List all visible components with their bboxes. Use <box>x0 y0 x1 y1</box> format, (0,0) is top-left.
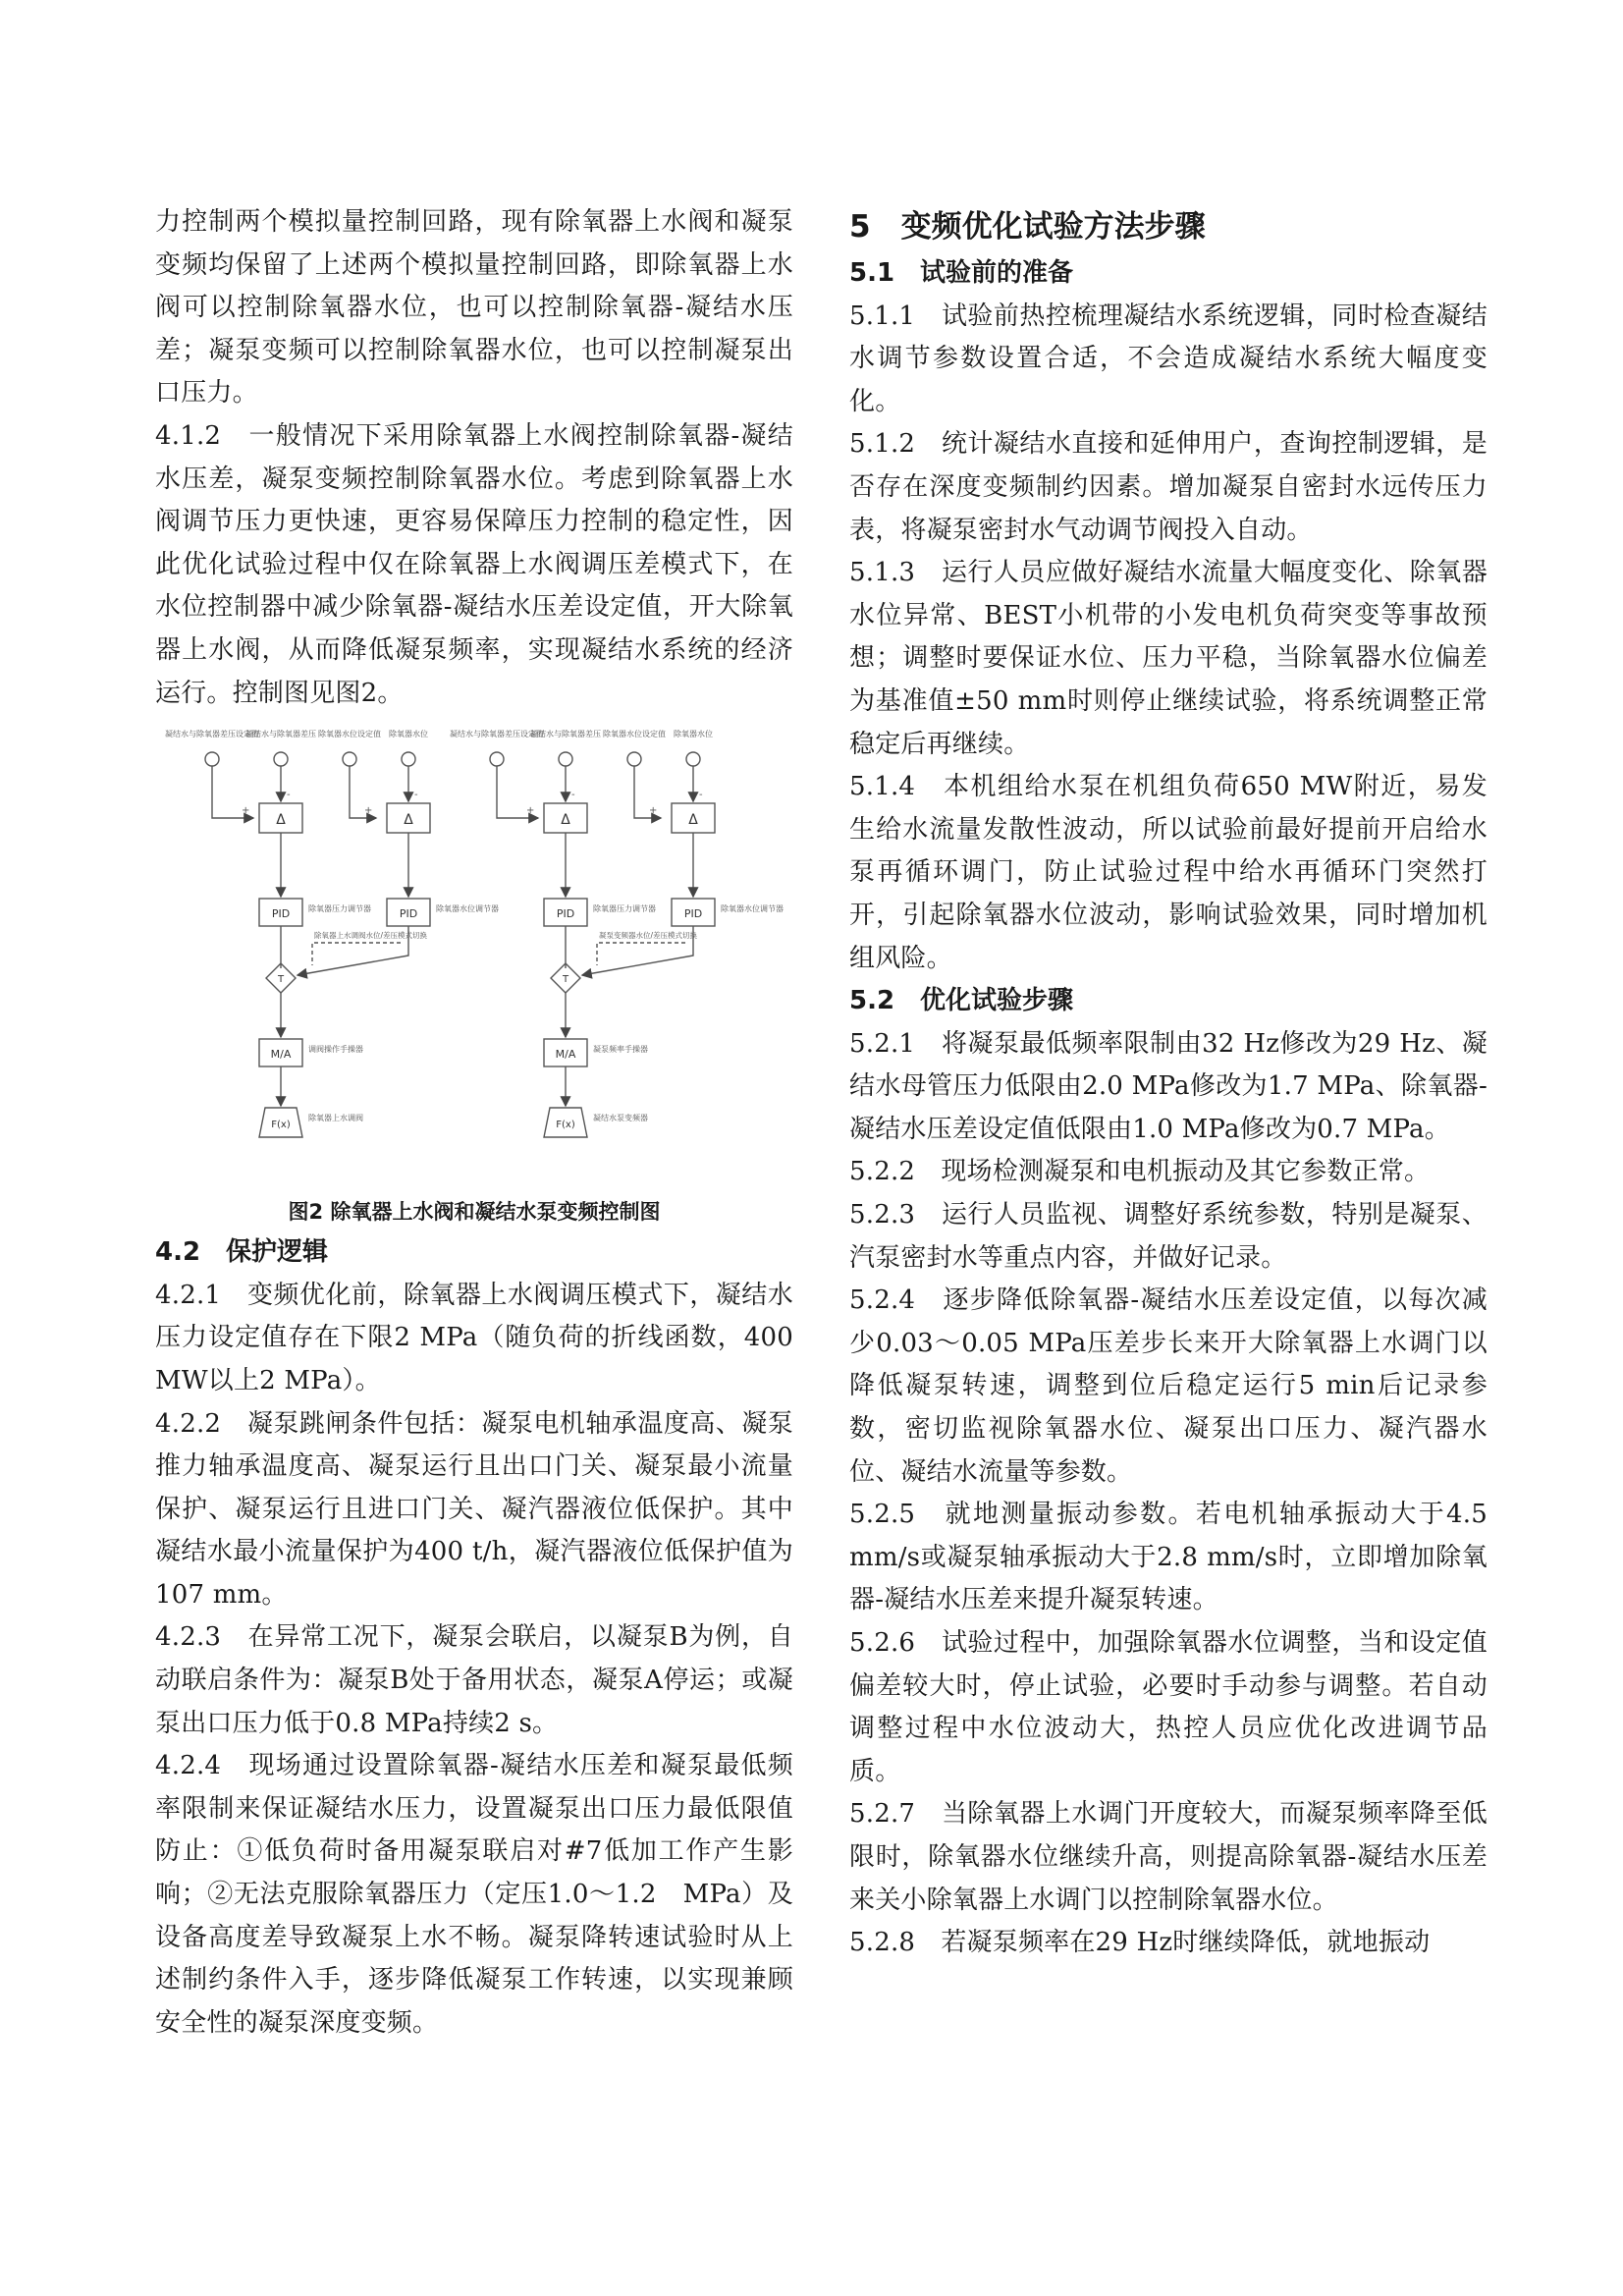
svg-text:+: + <box>242 805 250 817</box>
paragraph-intro: 力控制两个模拟量控制回路，现有除氧器上水阀和凝泵变频均保留了上述两个模拟量控制回路，即除氧器上水阀可以控制除氧器水位，也可以控制除氧器-凝结水压差；凝泵变频可以控制除氧器水位，也可以控制凝泵出口压力。 <box>155 207 793 409</box>
paragraph-4-1-2: 4.1.2 一般情况下采用除氧器上水阀控制除氧器-凝结水压差，凝泵变频控制除氧器水位。考虑到除氧器上水阀调节压力更快速，更容易保障压力控制的稳定性，因此优化试验过程中仅在除氧器上水阀调压差模式下，在水位控制器中减少除氧器-凝结水压差设定值，开大除氧器上水阀，从而降低凝泵频率，实现凝结水系统的经济运行。控制图见图2。 <box>155 420 793 708</box>
input-node <box>686 752 700 766</box>
fx-label: F(x) <box>271 1120 291 1131</box>
pid1-description: 除氧器压力调节器 <box>308 904 371 914</box>
paragraph-4-2-1: 4.2.1 变频优化前，除氧器上水阀调压模式下，凝结水压力设定值存在下限2 MPa（随负荷的折线函数，400 MW以上2 MPa）。 <box>155 1280 793 1395</box>
figure-2-control-diagram <box>155 725 793 1186</box>
delta-symbol: Δ <box>276 812 286 829</box>
diagram-right-input2: 凝结水与除氧器差压 <box>530 730 601 739</box>
switch-description: 凝泵变频器水位/差压模式切换 <box>599 931 698 941</box>
selector-t-label: T <box>277 974 285 986</box>
paragraph-5-1-3: 5.1.3 运行人员应做好凝结水流量大幅度变化、除氧器水位异常、BEST小机带的小发电机负荷突变等事故预想；调整时要保证水位、压力平稳，当除氧器水位偏差为基准值±50 mm时则停止继续试验，将系统调整正常稳定后再继续。 <box>849 558 1488 759</box>
section-heading-5: 5 变频优化试验方法步骤 <box>849 209 1206 245</box>
input-node <box>559 752 572 766</box>
svg-text:+: + <box>649 805 658 817</box>
input-node <box>490 752 504 766</box>
paragraph-5-2-3: 5.2.3 运行人员监视、调整好系统参数，特别是凝泵、汽泵密封水等重点内容，并做好记录。 <box>849 1200 1488 1273</box>
fx-description: 凝结水泵变频器 <box>593 1114 648 1123</box>
delta-symbol: Δ <box>561 812 570 829</box>
right-column <box>849 201 1488 1965</box>
ma-label: M/A <box>270 1048 292 1062</box>
paragraph-5-2-5: 5.2.5 就地测量振动参数。若电机轴承振动大于4.5 mm/s或凝泵轴承振动大于2.8 mm/s时，立即增加除氧器-凝结水压差来提升凝泵转速。 <box>849 1500 1488 1615</box>
input-node <box>343 752 356 766</box>
diagram-left-input2: 凝结水与除氧器差压 <box>245 730 316 739</box>
input-node <box>627 752 641 766</box>
paragraph-5-1-1: 5.1.1 试验前热控梳理凝结水系统逻辑，同时检查凝结水调节参数设置合适，不会造成凝结水系统大幅度变化。 <box>849 301 1488 416</box>
paragraph-4-2-4: 4.2.4 现场通过设置除氧器-凝结水压差和凝泵最低频率限制来保证凝结水压力，设置凝泵出口压力最低限值防止：①低负荷时备用凝泵联启对#7低加工作产生影响；②无法克服除氧器压力（定压1.0～1.2 MPa）及设备高度差导致凝泵上水不畅。凝泵降转速试验时从上述制约条件入手，逐步降低凝泵工作转速，以实现兼顾安全性的凝泵深度变频。 <box>155 1751 793 2038</box>
paragraph-5-2-6: 5.2.6 试验过程中，加强除氧器水位调整，当和设定值偏差较大时，停止试验，必要时手动参与调整。若自动调整过程中水位波动大，热控人员应优化改进调节品质。 <box>849 1628 1488 1786</box>
control-diagram-svg <box>155 725 793 1186</box>
ma-label: M/A <box>555 1048 576 1062</box>
section-heading-4-2: 4.2 保护逻辑 <box>155 1237 329 1268</box>
pid1-description: 除氧器压力调节器 <box>593 904 656 914</box>
diagram-deaerator-valve <box>165 729 499 1137</box>
svg-text:+: + <box>364 805 373 817</box>
paragraph-5-2-4: 5.2.4 逐步降低除氧器-凝结水压差设定值，以每次减少0.03～0.05 MPa压差步长来开大除氧器上水调门以降低凝泵转速，调整到位后稳定运行5 min后记录参数，密切监视除氧器水位、凝泵出口压力、凝汽器水位、凝结水流量等参数。 <box>849 1285 1488 1487</box>
pid2-description: 除氧器水位调节器 <box>436 904 499 914</box>
paragraph-5-1-4: 5.1.4 本机组给水泵在机组负荷650 MW附近，易发生给水流量发散性波动，所以试验前最好提前开启给水泵再循环调门，防止试验过程中给水再循环门突然打开，引起除氧器水位波动，影响试验效果，同时增加机组风险。 <box>849 772 1488 973</box>
pid-label: PID <box>556 907 575 921</box>
paragraph-4-2-2: 4.2.2 凝泵跳闸条件包括：凝泵电机轴承温度高、凝泵推力轴承温度高、凝泵运行且出口门关、凝泵最小流量保护、凝泵运行且进口门关、凝汽器液位低保护。其中凝结水最小流量保护为400 t/h，凝汽器液位低保护值为107 mm。 <box>155 1408 793 1610</box>
fx-description: 除氧器上水调阀 <box>308 1114 363 1123</box>
paragraph-5-2-8: 5.2.8 若凝泵频率在29 Hz时继续降低，就地振动 <box>849 1928 1431 1958</box>
ma-description: 凝泵频率手操器 <box>593 1045 648 1055</box>
diagram-right-input3: 除氧器水位设定值 <box>603 730 666 739</box>
input-node <box>205 752 219 766</box>
figure-caption: 图2 除氧器上水阀和凝结水泵变频控制图 <box>288 1200 661 1225</box>
section-heading-5-1: 5.1 试验前的准备 <box>849 258 1074 288</box>
diagram-left-input4: 除氧器水位 <box>389 730 428 739</box>
fx-label: F(x) <box>556 1120 575 1131</box>
diagram-left-input3: 除氧器水位设定值 <box>318 730 381 739</box>
svg-text:-: - <box>287 790 291 801</box>
paragraph-5-2-7: 5.2.7 当除氧器上水调门开度较大，而凝泵频率降至低限时，除氧器水位继续升高，则提高除氧器-凝结水压差来关小除氧器上水调门以控制除氧器水位。 <box>849 1799 1488 1915</box>
delta-symbol: Δ <box>404 812 413 829</box>
svg-text:-: - <box>699 790 703 801</box>
svg-text:-: - <box>414 790 418 801</box>
input-node <box>274 752 288 766</box>
svg-text:-: - <box>571 790 575 801</box>
pid2-description: 除氧器水位调节器 <box>721 904 784 914</box>
paragraph-5-1-2: 5.1.2 统计凝结水直接和延伸用户，查询控制逻辑，是否存在深度变频制约因素。增加凝泵自密封水远传压力表，将凝泵密封水气动调节阀投入自动。 <box>849 429 1488 545</box>
section-heading-5-2: 5.2 优化试验步骤 <box>849 986 1074 1016</box>
pid-label: PID <box>683 907 703 921</box>
diagram-left-input1: 凝结水与除氧器差压设定值 <box>165 730 259 739</box>
diagram-condensate-pump-vfd <box>450 729 784 1137</box>
selector-t-label: T <box>562 974 569 986</box>
paragraph-5-2-2: 5.2.2 现场检测凝泵和电机振动及其它参数正常。 <box>849 1157 1431 1187</box>
pid-label: PID <box>399 907 418 921</box>
paragraph-5-2-1: 5.2.1 将凝泵最低频率限制由32 Hz修改为29 Hz、凝结水母管压力低限由2.0 MPa修改为1.7 MPa、除氧器-凝结水压差设定值低限由1.0 MPa修改为0.7 MPa。 <box>849 1028 1488 1144</box>
left-column <box>155 201 793 2045</box>
diagram-right-input4: 除氧器水位 <box>674 730 713 739</box>
pid-label: PID <box>271 907 291 921</box>
paragraph-4-2-3: 4.2.3 在异常工况下，凝泵会联启，以凝泵B为例，自动联启条件为：凝泵B处于备用状态，凝泵A停运；或凝泵出口压力低于0.8 MPa持续2 s。 <box>155 1622 793 1738</box>
diagram-right-input1: 凝结水与除氧器差压设定值 <box>450 730 544 739</box>
ma-description: 调阀操作手操器 <box>308 1045 363 1055</box>
svg-text:+: + <box>526 805 535 817</box>
delta-symbol: Δ <box>688 812 698 829</box>
input-node <box>402 752 415 766</box>
switch-description: 除氧器上水调阀水位/差压模式切换 <box>314 931 428 941</box>
